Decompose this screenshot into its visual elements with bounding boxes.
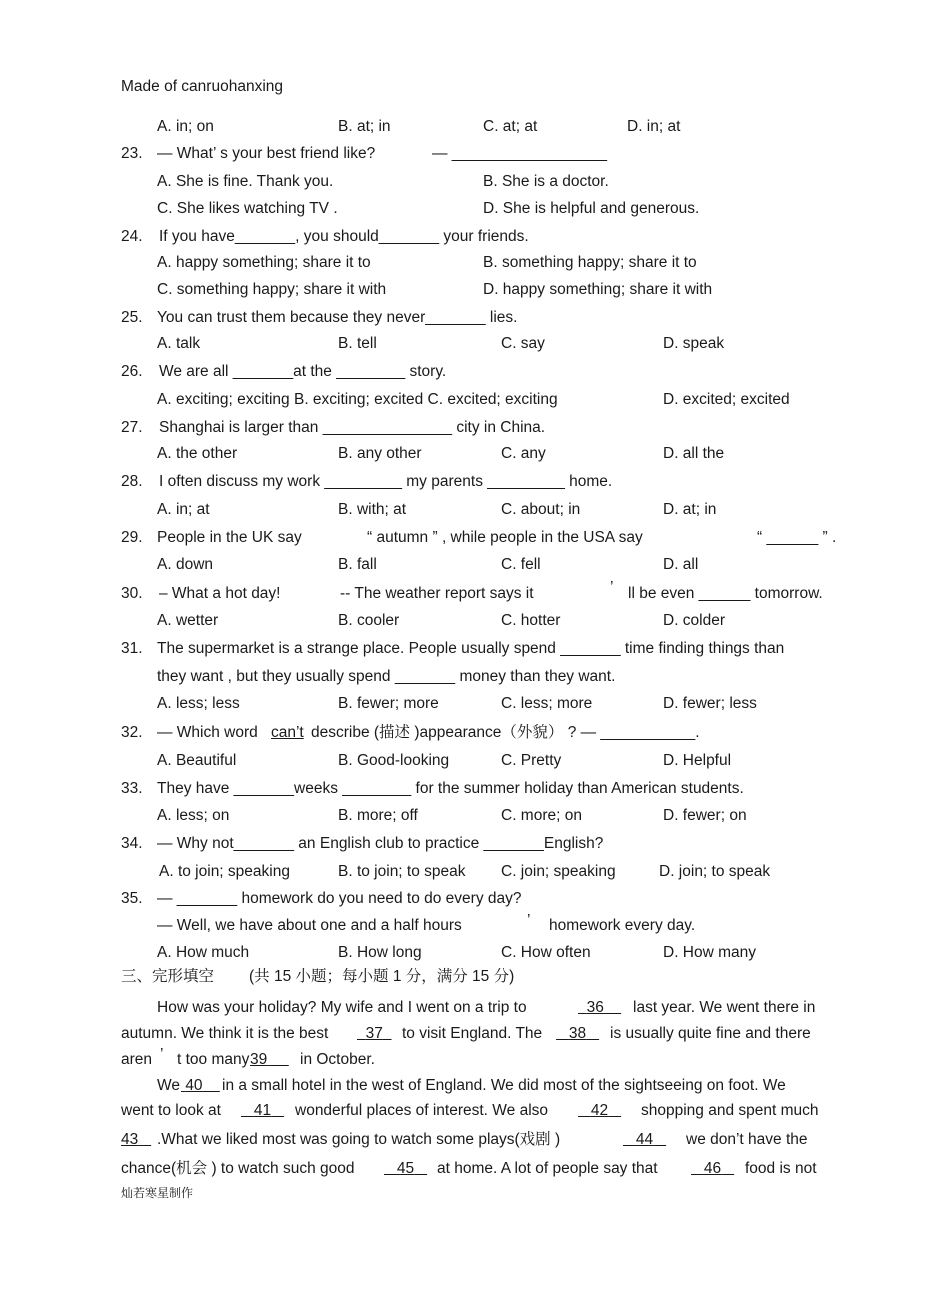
- section-note: (共 15 小题；每小题 1 分，满分 15 分): [249, 968, 515, 985]
- question-number: 32.: [121, 724, 143, 741]
- option-c: C. something happy; share it with: [157, 281, 387, 298]
- question-text: If you have_______, you should_______ your friends.: [159, 228, 529, 245]
- option-d: D. Helpful: [663, 752, 732, 769]
- question-number: 30.: [121, 585, 143, 602]
- question-number: 27.: [121, 419, 143, 436]
- question-text-2: “ autumn ” , while people in the USA say: [367, 529, 643, 546]
- apostrophe: ’: [527, 912, 531, 929]
- passage-text: t too many: [177, 1051, 250, 1068]
- option-c: C. fell: [501, 556, 541, 573]
- passage-text: wonderful places of interest. We also: [295, 1102, 549, 1119]
- question-number: 29.: [121, 529, 143, 546]
- section-title: 三、完形填空: [121, 968, 215, 985]
- question-number: 23.: [121, 145, 143, 162]
- question-text-2: — Well, we have about one and a half hours: [157, 917, 462, 934]
- option-c: C. any: [501, 445, 546, 462]
- question-text: I often discuss my work _________ my parents _________ home.: [159, 473, 613, 490]
- passage-text: at home. A lot of people say that: [437, 1160, 658, 1177]
- passage-text: in October.: [300, 1051, 375, 1068]
- question-number: 28.: [121, 473, 143, 490]
- option-c: C. at; at: [483, 118, 538, 135]
- passage-text: last year. We went there in: [633, 999, 816, 1016]
- option-a: A. in; at: [157, 501, 210, 518]
- blank-41: [241, 1101, 284, 1121]
- passage-text: we don’t have the: [686, 1131, 808, 1148]
- question-text: — What’ s your best friend like?: [157, 145, 376, 162]
- question-number: 24.: [121, 228, 143, 245]
- question-number: 26.: [121, 363, 143, 380]
- page-footer: 灿若寒星制作: [121, 1186, 194, 1200]
- passage-text: went to look at: [121, 1102, 221, 1119]
- passage-text: chance(机会 ) to watch such good: [121, 1160, 355, 1177]
- question-text-3: homework every day.: [549, 917, 696, 934]
- question-answer-blank: “ ______ ” .: [757, 529, 837, 546]
- option-a: A. less; on: [157, 807, 230, 824]
- passage-text: We: [157, 1077, 180, 1094]
- option-b: B. something happy; share it to: [483, 254, 697, 271]
- passage-text: is usually quite fine and there: [610, 1025, 811, 1042]
- blank-44: [623, 1130, 666, 1150]
- blank-number: 46: [703, 1160, 722, 1177]
- question-text: People in the UK say: [157, 529, 302, 546]
- blank-43: [121, 1130, 151, 1150]
- option-b: B. fewer; more: [338, 695, 439, 712]
- blank-number: 45: [396, 1160, 415, 1177]
- option-a: A. happy something; share it to: [157, 254, 371, 271]
- question-number: 34.: [121, 835, 143, 852]
- option-b: B. She is a doctor.: [483, 173, 609, 190]
- option-d: D. at; in: [663, 501, 717, 518]
- option-abc: A. exciting; exciting B. exciting; excited C. excited; exciting: [157, 391, 558, 408]
- blank-number: 38: [568, 1025, 587, 1042]
- option-d: D. join; to speak: [659, 863, 771, 880]
- question-text: — _______ homework do you need to do every day?: [157, 890, 522, 907]
- option-d: D. all the: [663, 445, 725, 462]
- passage-text: in a small hotel in the west of England. We did most of the sightseeing on foot. We: [222, 1077, 786, 1094]
- question-text-3: ll be even ______ tomorrow.: [628, 585, 823, 602]
- question-text-2: they want , but they usually spend _______ money than they want.: [157, 668, 616, 685]
- option-d: D. She is helpful and generous.: [483, 200, 700, 217]
- option-b: B. any other: [338, 445, 422, 462]
- blank-number: 42: [590, 1102, 609, 1119]
- passage-text: to visit England. The: [402, 1025, 543, 1042]
- question-text: Shanghai is larger than _______________ city in China.: [159, 419, 546, 436]
- option-d: D. How many: [663, 944, 757, 961]
- passage-text: autumn. We think it is the best: [121, 1025, 329, 1042]
- blank-40: [181, 1076, 220, 1096]
- blank-46: [691, 1159, 734, 1179]
- passage-text: .What we liked most was going to watch some plays(戏剧 ): [157, 1131, 561, 1148]
- option-a: A. talk: [157, 335, 201, 352]
- option-b: B. more; off: [338, 807, 418, 824]
- question-number: 35.: [121, 890, 143, 907]
- option-a: A. less; less: [157, 695, 240, 712]
- option-c: C. about; in: [501, 501, 581, 518]
- blank-37: [357, 1024, 392, 1044]
- apostrophe: ’: [160, 1046, 164, 1063]
- question-text: We are all _______at the ________ story.: [159, 363, 447, 380]
- option-a: A. the other: [157, 445, 238, 462]
- blank-number: 37: [365, 1025, 383, 1042]
- blank-number: 44: [635, 1131, 654, 1148]
- question-number: 25.: [121, 309, 143, 326]
- option-d: D. fewer; on: [663, 807, 747, 824]
- question-number: 33.: [121, 780, 143, 797]
- blank-number: 43: [121, 1131, 139, 1148]
- option-b: B. fall: [338, 556, 377, 573]
- option-b: B. How long: [338, 944, 422, 961]
- blank-number: 36: [586, 999, 604, 1016]
- passage-text: food is not: [745, 1160, 817, 1177]
- option-b: B. to join; to speak: [338, 863, 466, 880]
- option-a: A. to join; speaking: [159, 863, 290, 880]
- option-a: A. Beautiful: [157, 752, 237, 769]
- option-d: D. happy something; share it with: [483, 281, 713, 298]
- question-text: — Which word: [157, 724, 258, 741]
- blank-45: [384, 1159, 427, 1179]
- question-text: They have _______weeks ________ for the summer holiday than American students.: [157, 780, 744, 797]
- option-b: B. Good-looking: [338, 752, 450, 769]
- passage-text: shopping and spent much: [641, 1102, 819, 1119]
- option-a: A. wetter: [157, 612, 219, 629]
- blank-38: [556, 1024, 599, 1044]
- option-b: B. with; at: [338, 501, 407, 518]
- passage-text: How was your holiday? My wife and I went on a trip to: [157, 999, 527, 1016]
- option-a: A. How much: [157, 944, 250, 961]
- option-a: A. down: [157, 556, 214, 573]
- underlined-word: can’t: [271, 724, 304, 741]
- option-c: C. less; more: [501, 695, 593, 712]
- question-text-2: describe (描述 )appearance（外貌） ? — ___________.: [311, 724, 700, 741]
- option-a: A. She is fine. Thank you.: [157, 173, 334, 190]
- blank-number: 39: [250, 1051, 268, 1068]
- option-c: C. hotter: [501, 612, 561, 629]
- option-c: C. Pretty: [501, 752, 562, 769]
- option-c: C. She likes watching TV .: [157, 200, 338, 217]
- apostrophe: ’: [610, 579, 614, 596]
- page-header: Made of canruohanxing: [121, 78, 284, 95]
- passage-text: aren: [121, 1051, 153, 1068]
- option-d: D. excited; excited: [663, 391, 790, 408]
- blank-number: 40: [185, 1077, 203, 1094]
- question-text: You can trust them because they never_______ lies.: [157, 309, 518, 326]
- option-b: B. tell: [338, 335, 377, 352]
- option-d: D. colder: [663, 612, 726, 629]
- option-c: C. say: [501, 335, 545, 352]
- option-d: D. all: [663, 556, 699, 573]
- option-c: C. How often: [501, 944, 591, 961]
- blank-36: [578, 998, 621, 1018]
- blank-42: [578, 1101, 621, 1121]
- option-d: D. speak: [663, 335, 725, 352]
- option-b: B. at; in: [338, 118, 391, 135]
- question-text: The supermarket is a strange place. People usually spend _______ time finding things than: [157, 640, 785, 657]
- question-answer-blank: — __________________: [432, 145, 607, 162]
- question-number: 31.: [121, 640, 143, 657]
- option-d: D. fewer; less: [663, 695, 757, 712]
- option-d: D. in; at: [627, 118, 681, 135]
- question-text-2: -- The weather report says it: [340, 585, 534, 602]
- blank-39: [250, 1050, 289, 1070]
- blank-number: 41: [253, 1102, 272, 1119]
- option-b: B. cooler: [338, 612, 400, 629]
- question-text: – What a hot day!: [159, 585, 281, 602]
- option-a: A. in; on: [157, 118, 214, 135]
- question-text: — Why not_______ an English club to practice _______English?: [157, 835, 604, 852]
- option-c: C. join; speaking: [501, 863, 616, 880]
- option-c: C. more; on: [501, 807, 582, 824]
